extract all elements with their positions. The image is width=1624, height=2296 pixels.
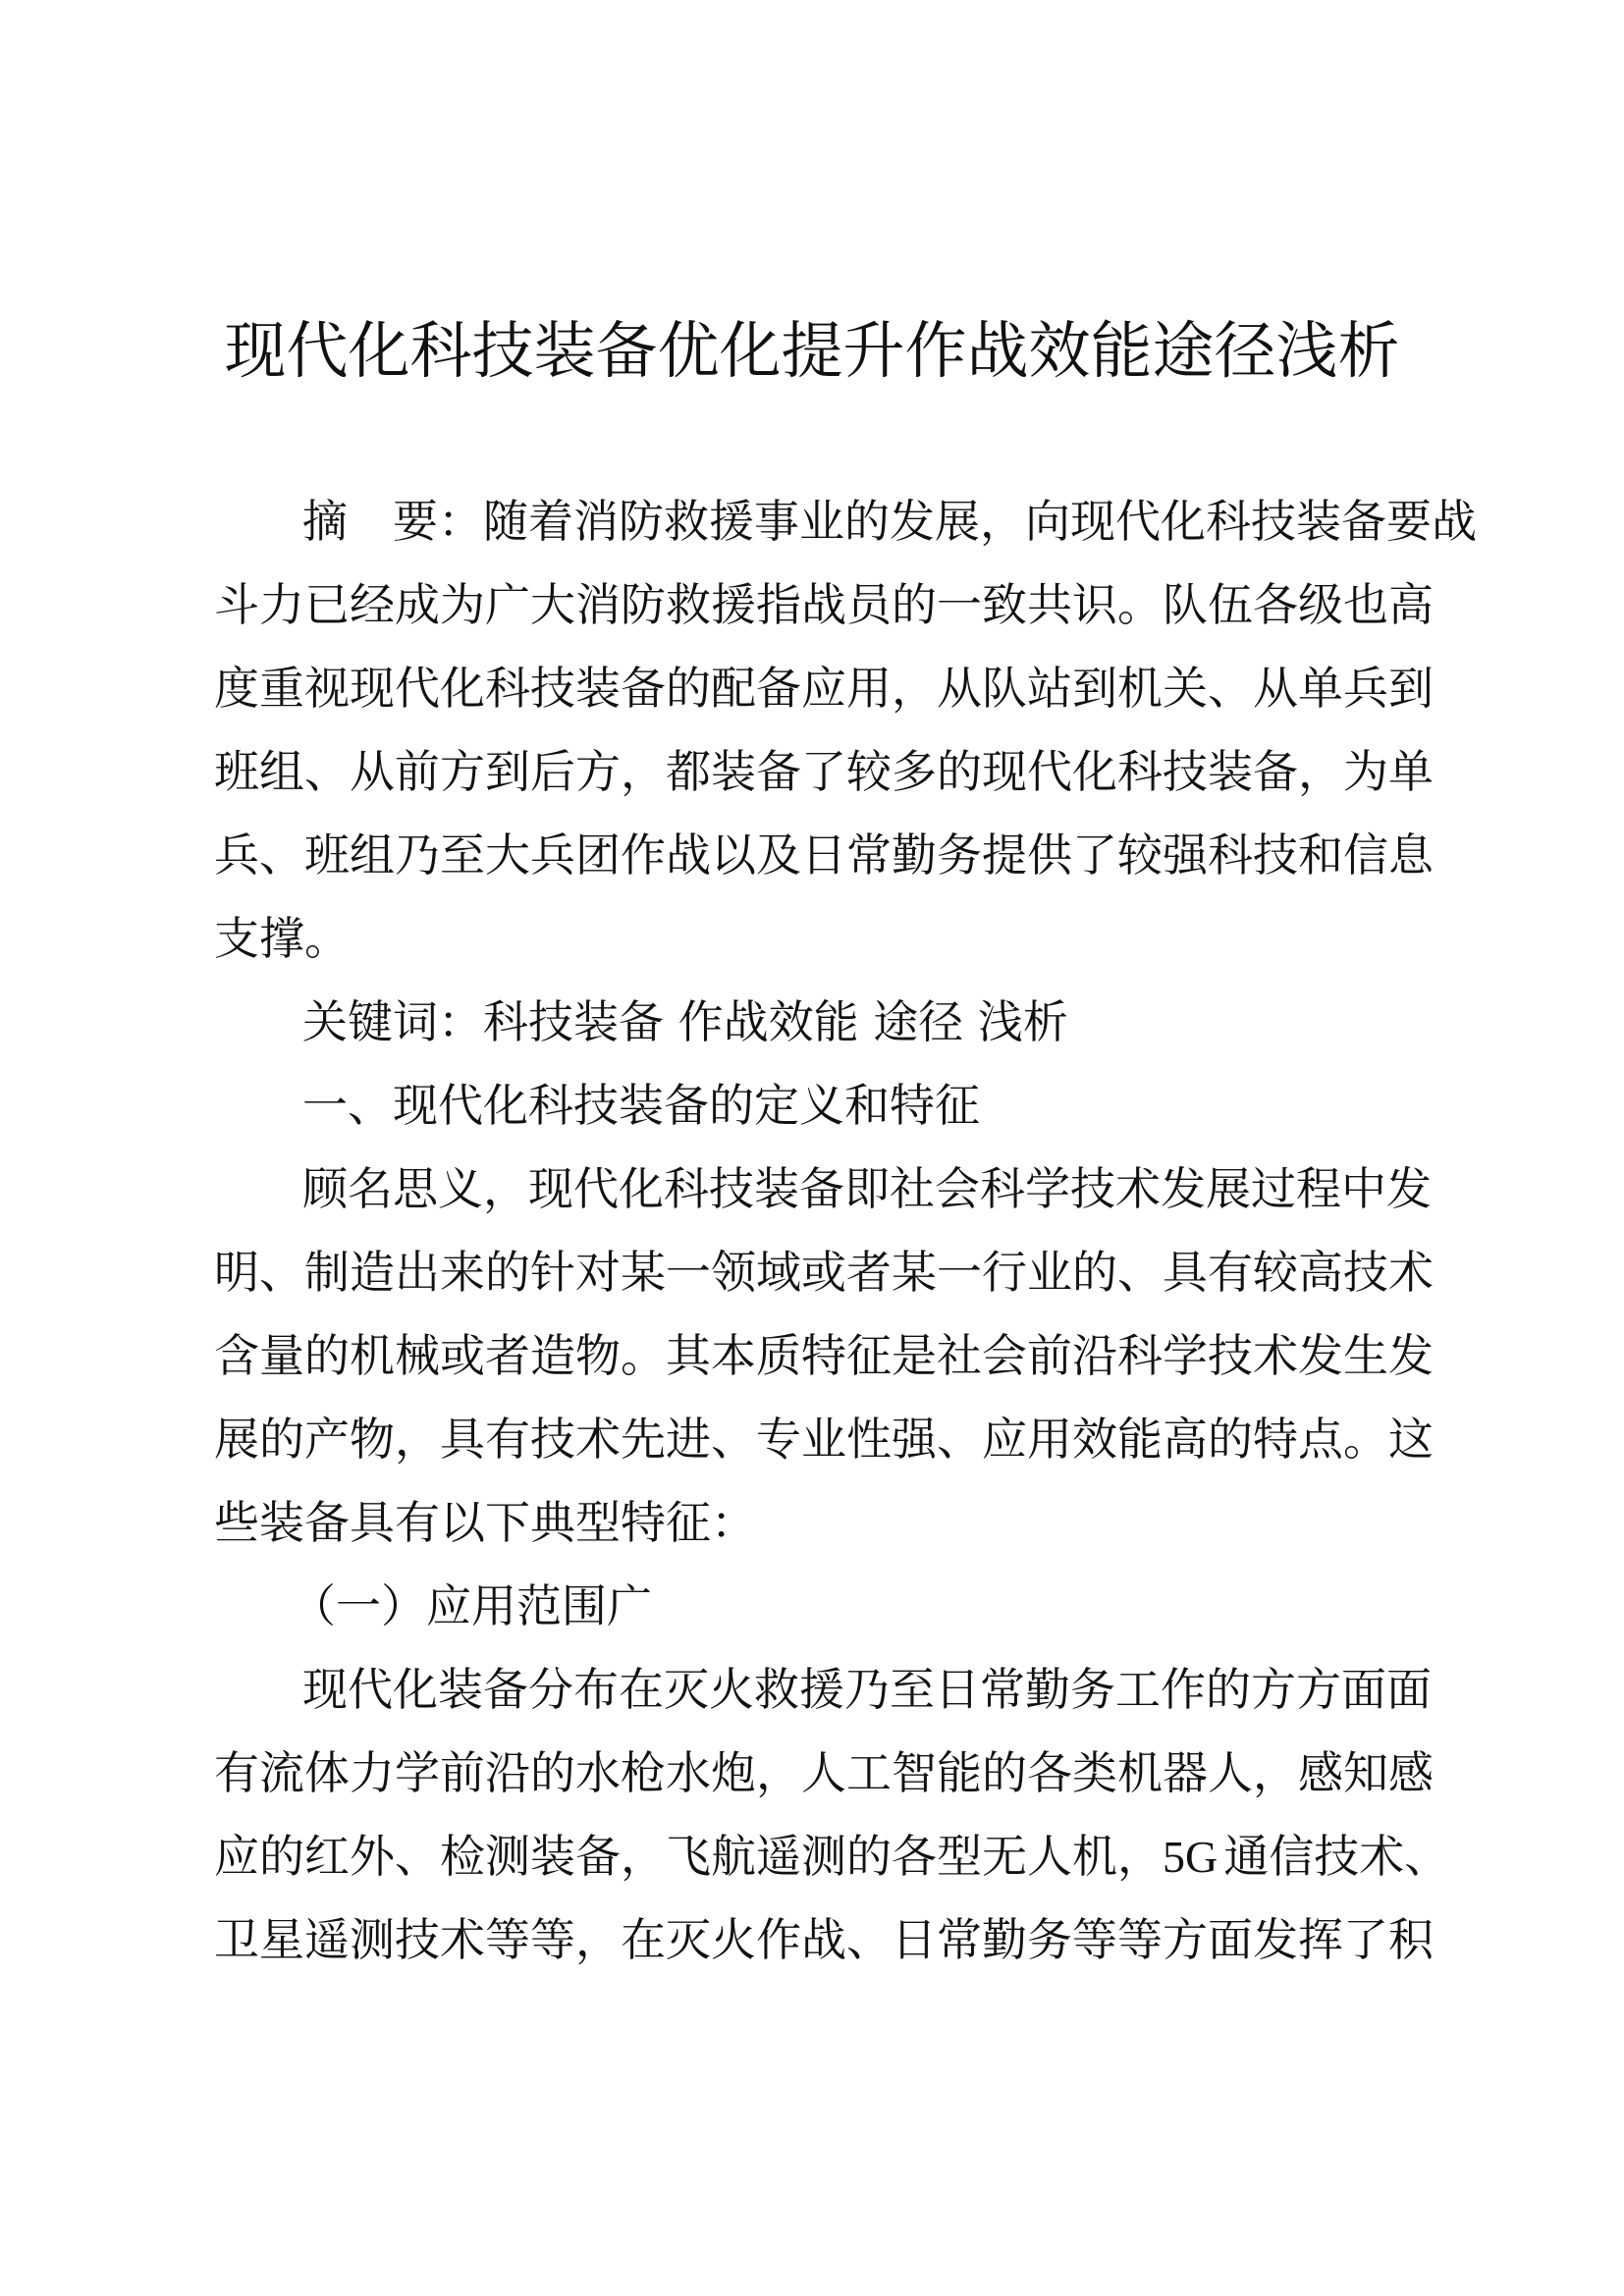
- section-paragraph-line: 些装备具有以下典型特征：: [214, 1496, 756, 1549]
- abstract-line: 摘 要：随着消防救援事业的发展，向现代化科技装备要战: [302, 495, 1477, 548]
- section-paragraph-line: 含量的机械或者造物。其本质特征是社会前沿科学技术发生发: [214, 1329, 1434, 1382]
- abstract-line: 支撑。: [214, 912, 350, 965]
- subsection-text-segment: 通信技术、: [1223, 1830, 1450, 1883]
- section-paragraph-line: 展的产物，具有技术先进、专业性强、应用效能高的特点。这: [214, 1413, 1434, 1466]
- subsection-paragraph-line-mixed: [214, 1822, 1450, 1892]
- subsection-paragraph-line: 有流体力学前沿的水枪水炮，人工智能的各类机器人，感知感: [214, 1746, 1434, 1799]
- abstract-line: 度重视现代化科技装备的配备应用，从队站到机关、从单兵到: [214, 662, 1434, 715]
- abstract-line: 斗力已经成为广大消防救援指战员的一致共识。队伍各级也高: [214, 578, 1434, 631]
- subsection-paragraph-line: 卫星遥测技术等等，在灭火作战、日常勤务等等方面发挥了积: [214, 1913, 1434, 1966]
- section-heading: 一、现代化科技装备的定义和特征: [302, 1079, 980, 1132]
- keywords: 关键词：科技装备 作战效能 途径 浅析: [302, 995, 1068, 1048]
- document-title: 现代化科技装备优化提升作战效能途径浅析: [224, 315, 1400, 387]
- subsection-text-5g: 5G: [1163, 1832, 1218, 1882]
- section-paragraph-line: 顾名思义，现代化科技装备即社会科学技术发展过程中发: [302, 1162, 1432, 1215]
- subsection-text-segment: 应的红外、检测装备，飞航遥测的各型无人机，: [214, 1830, 1163, 1883]
- section-paragraph-line: 明、制造出来的针对某一领域或者某一行业的、具有较高技术: [214, 1246, 1434, 1299]
- subsection-heading: （一）应用范围广: [291, 1579, 652, 1632]
- abstract-line: 兵、班组乃至大兵团作战以及日常勤务提供了较强科技和信息: [214, 828, 1434, 881]
- abstract-line: 班组、从前方到后方，都装备了较多的现代化科技装备，为单: [214, 745, 1434, 798]
- subsection-paragraph-line: 现代化装备分布在灭火救援乃至日常勤务工作的方方面面: [302, 1663, 1432, 1716]
